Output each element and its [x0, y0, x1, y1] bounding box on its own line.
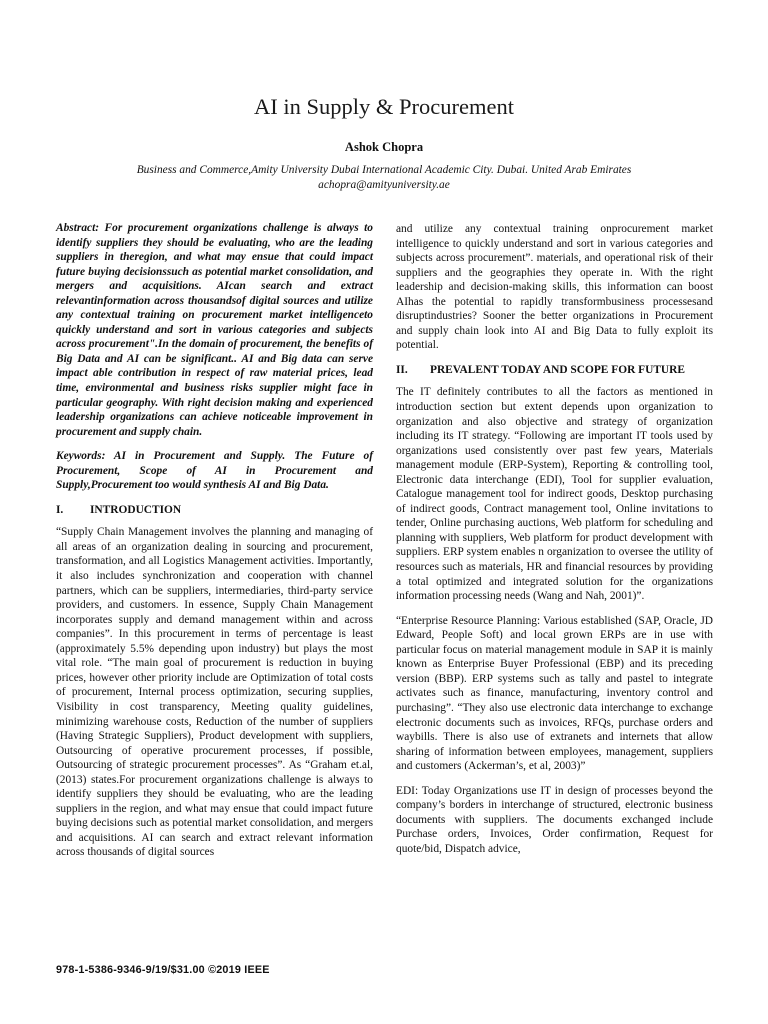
- section-title: INTRODUCTION: [90, 503, 182, 516]
- section-title: PREVALENT TODAY AND SCOPE FOR FUTURE: [430, 363, 685, 376]
- section-heading-introduction: [56, 503, 373, 518]
- introduction-body: “Supply Chain Management involves the planning and managing of all areas of an organization dealing in sourcing and procurement, transformation, and all Logistics Management activities. Importantly, it also includes synchronization and cooperation with channel partners, which can be suppliers, intermediaries, third-party service providers, and customers. In essence, Supply Chain Management incorporates supply and demand management within and across companies”. In this procurement in terms of percentage is least (approximately 5.5% depending upon industry) but plays the most vital role. “The main goal of procurement is reduction in buying prices, however other priority include are Optimization of total costs of procurement, Internal process optimization, securing supplies, Visibility in cost transparency, Meeting quality guidelines, minimizing warehouse costs, Reduction of the number of suppliers (Having Strategic Suppliers), Product development with suppliers, Outsourcing of operative procurement processes, if possible, Outsourcing of strategic procurement processes”. As “Graham et.al, (2013) states.For procurement organizations challenge is always to identify suppliers they should be evaluating, who are the leading suppliers in the region, and what may ensue that could impact future buying decisions such as potential market consolidation, and mergers and acquisitions. AI can search and extract relevant information across thousands of digital sources: [56, 526, 373, 859]
- abstract: Abstract: For procurement organizations challenge is always to identify suppliers they should be evaluating, who are the leading suppliers in theregion, and what may ensue that could impact future buying decisionssuch as potential market consolidation, and mergers and acquisitions. AIcan search and extract relevantinformation across thousandsof digital sources and utilize any contextual training on procurement market intelligenceto quickly understand and sort in various categories and subjects across procurement".In the domain of procurement, the benefits of Big Data and AI can be significant.. AI and Big data can serve impact able contribution in respect of raw material prices, lead time, environmental and business risks supplier might face in particular geography. With right decision making and experienced leadership organizations can achieve noticeable improvement in procurement and supply chain.: [56, 222, 373, 438]
- section2-paragraph-3: EDI: Today Organizations use IT in design of processes beyond the company’s borders in interchange of structured, electronic business documents with suppliers. The documents exchanged include Purchase orders, Invoices, Order confirmation, Request for quote/bid, Dispatch advice,: [396, 784, 713, 855]
- introduction-continued: and utilize any contextual training onprocurement market intelligence to quickly understand and sort in various categories and subjects across procurement”. materials, and operational risk of their suppliers and the geographies they operate in. With the right leadership and decision-making skills, this information can boost AIhas the potential to rapidly transformbusiness processesand disruptindustries? Sooner the better organizations in Procurement and supply chain look into AI and Big Data to fully exploit its potential.: [396, 223, 713, 352]
- author-affiliation-block: [0, 163, 768, 193]
- author-name: Ashok Chopra: [344, 140, 424, 154]
- right-column: [396, 222, 713, 866]
- section2-paragraph-2: “Enterprise Resource Planning: Various established (SAP, Oracle, JD Edward, People Soft) and local grown ERPs are in use with particular focus on material management module in SAP it is mainly known as Enterprise Buyer Professional (EBP) and its preceding version (BBP). ERP systems such as tally and pastel to integrate activates such as finance, manufacturing, inventory control and purchasing”. “They also use electronic data interchange to exchange electronic documents such as invoices, RFQs, purchase orders and waybills. There is also use of extranets and internets that allow sharing of information between employees, management, suppliers and customers (Ackerman’s, et al, 2003)”: [396, 614, 713, 773]
- author-email: achopra@amityuniversity.ae: [318, 179, 450, 191]
- copyright-footer: 978-1-5386-9346-9/19/$31.00 ©2019 IEEE: [56, 964, 270, 976]
- section-number: II.: [396, 363, 408, 376]
- keywords: Keywords: AI in Procurement and Supply. The Future of Procurement, Scope of AI in Procurement and Supply,Procurement too would synthesis AI and Big Data.: [56, 450, 373, 492]
- paper-title: AI in Supply & Procurement: [254, 94, 514, 119]
- section2-paragraph-1: The IT definitely contributes to all the factors as mentioned in introduction section but extent depends upon organization to organization and also objective and strategy of organization including its IT strategy. “Following are important IT tools used by organizations used consistently over past few years, Materials management module (ERP-System), Reporting & controlling tool, Electronic data interchange (EDI), Tool for supplier evaluation, Catalogue management tool for indirect goods, Desktop purchasing of indirect goods, Contract management tool, Online invitations to tender, Online purchasing auctions, Web platform for scheduling and planning with suppliers, Web platform for product development with suppliers. ERP system enables n organization to oversee the utility of resources such as materials, HR and financial resources by providing a total optimized and integrated solution for the organizations information processing needs (Wang and Nah, 2001)”.: [396, 386, 713, 603]
- section-heading-prevalent: [396, 363, 713, 378]
- left-column: [56, 221, 373, 870]
- section-number: I.: [56, 503, 64, 516]
- author-affiliation: Business and Commerce,Amity University Dubai International Academic City. Dubai. United Arab Emirates: [136, 164, 632, 176]
